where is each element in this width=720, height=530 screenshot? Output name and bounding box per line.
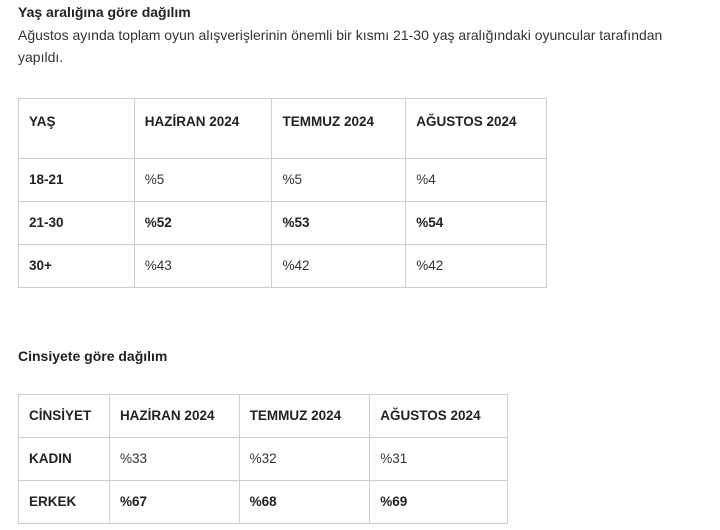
table-row [19, 481, 508, 524]
column-header-july: TEMMUZ 2024 [239, 395, 370, 438]
column-header-august: AĞUSTOS 2024 [406, 99, 547, 159]
table-header-row [19, 395, 508, 438]
age-distribution-table [18, 98, 547, 288]
row-label: 21-30 [19, 202, 135, 245]
table-cell: %52 [134, 202, 272, 245]
table-row [19, 159, 547, 202]
table-cell: %5 [272, 159, 406, 202]
table-cell: %5 [134, 159, 272, 202]
column-header-july: TEMMUZ 2024 [272, 99, 406, 159]
row-label: 30+ [19, 245, 135, 288]
table-cell: %42 [272, 245, 406, 288]
age-section-intro: Ağustos ayında toplam oyun alışverişlerinin önemli bir kısmı 21-30 yaş aralığındaki oyuncular tarafından yapıldı. [18, 27, 663, 65]
column-header-june: HAZİRAN 2024 [134, 99, 272, 159]
table-row [19, 438, 508, 481]
table-cell: %54 [406, 202, 547, 245]
table-cell: %67 [109, 481, 239, 524]
table-cell: %43 [134, 245, 272, 288]
table-cell: %32 [239, 438, 370, 481]
table-cell: %53 [272, 202, 406, 245]
age-section-title: Yaş aralığına göre dağılım [18, 4, 191, 20]
gender-distribution-table [18, 394, 508, 524]
column-header-age: YAŞ [19, 99, 135, 159]
table-row [19, 202, 547, 245]
row-label: ERKEK [19, 481, 110, 524]
row-label: KADIN [19, 438, 110, 481]
table-cell: %4 [406, 159, 547, 202]
column-header-june: HAZİRAN 2024 [109, 395, 239, 438]
column-header-august: AĞUSTOS 2024 [370, 395, 508, 438]
gender-section-title: Cinsiyete göre dağılım [18, 348, 168, 364]
table-cell: %69 [370, 481, 508, 524]
table-cell: %42 [406, 245, 547, 288]
column-header-gender: CİNSİYET [19, 395, 110, 438]
table-cell: %33 [109, 438, 239, 481]
table-cell: %68 [239, 481, 370, 524]
row-label: 18-21 [19, 159, 135, 202]
table-header-row [19, 99, 547, 159]
table-row [19, 245, 547, 288]
table-cell: %31 [370, 438, 508, 481]
